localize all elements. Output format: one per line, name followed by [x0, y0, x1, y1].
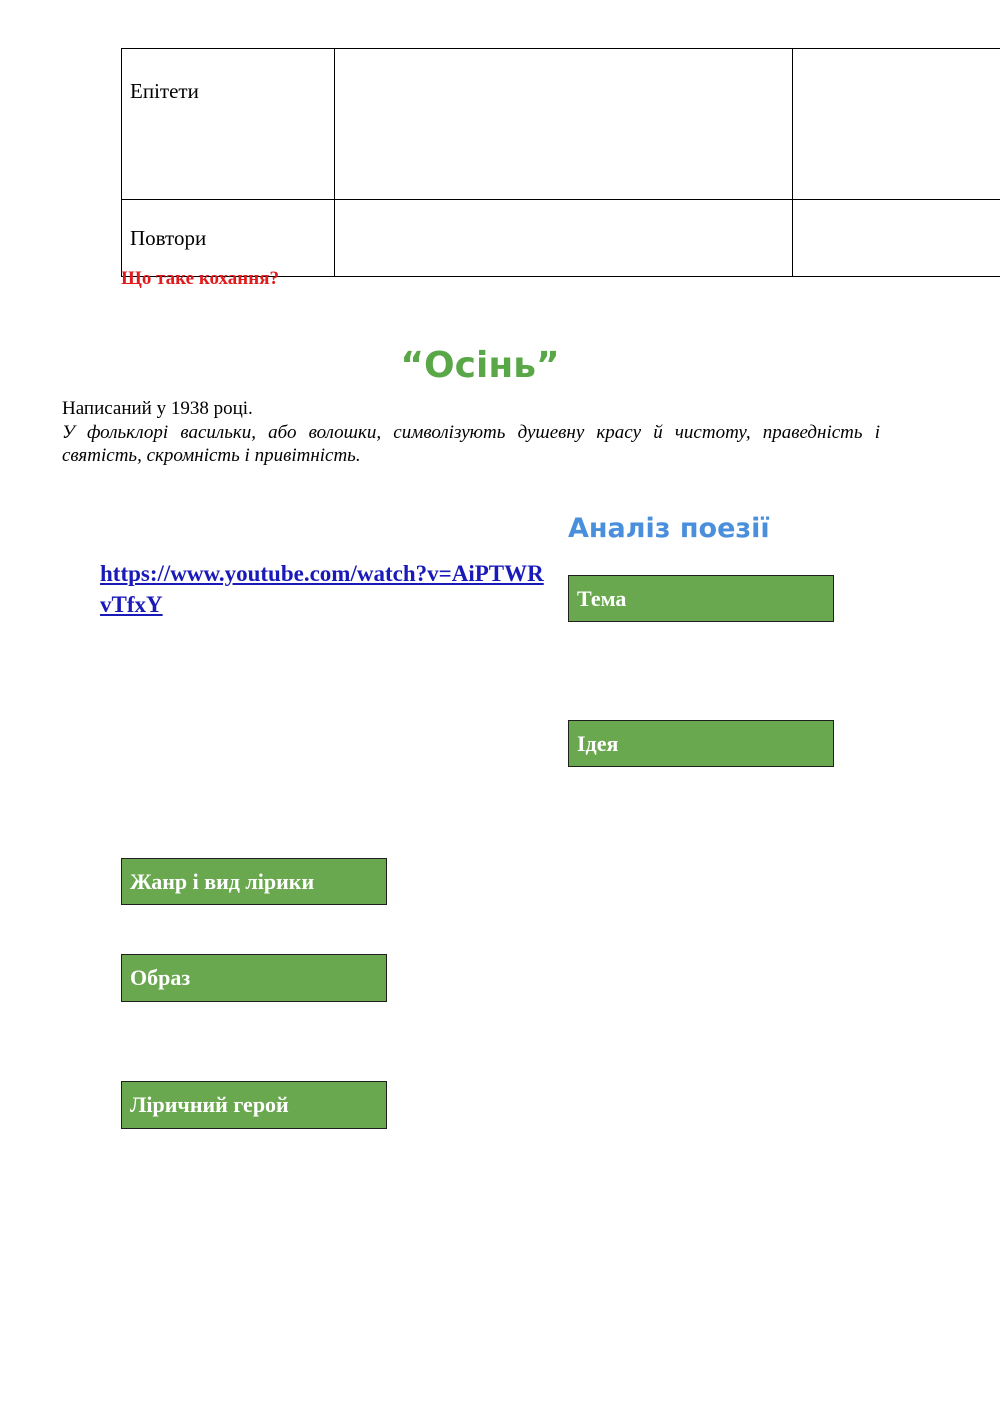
table-cell-examples[interactable]: [335, 49, 793, 200]
genre-label: Жанр і вид лірики: [130, 868, 315, 894]
written-year-text: Написаний у 1938 році.: [62, 398, 253, 419]
idea-label: Ідея: [577, 730, 619, 756]
genre-label-box: [121, 858, 387, 905]
theme-label: Тема: [577, 585, 627, 611]
literary-devices-table: [121, 48, 1000, 277]
analysis-heading: Аналіз поезії: [568, 513, 770, 544]
table-cell-function[interactable]: [793, 49, 1000, 200]
image-label-box: [121, 954, 387, 1002]
table-cell-examples[interactable]: [335, 200, 793, 277]
table-row-epithets: [122, 49, 1000, 200]
table-cell-label: Повтори: [122, 200, 335, 277]
idea-label-box: [568, 720, 834, 767]
poem-title: “Осінь”: [400, 345, 560, 386]
table-row-repetitions: [122, 200, 1000, 277]
table-cell-function[interactable]: [793, 200, 1000, 277]
table-cell-label: Епітети: [122, 49, 335, 200]
youtube-link[interactable]: https://www.youtube.com/watch?v=AiPTWRvTfxY: [100, 561, 544, 617]
folklore-note: У фольклорі васильки, або волошки, символізують душевну красу й чистоту, праведність і святість, скромність і привітність.: [62, 422, 880, 466]
theme-label-box: [568, 575, 834, 622]
love-question: Що таке кохання?: [121, 268, 279, 289]
image-label: Образ: [130, 965, 191, 990]
lyrical-hero-label: Ліричний герой: [130, 1092, 289, 1117]
lyrical-hero-label-box: [121, 1081, 387, 1129]
